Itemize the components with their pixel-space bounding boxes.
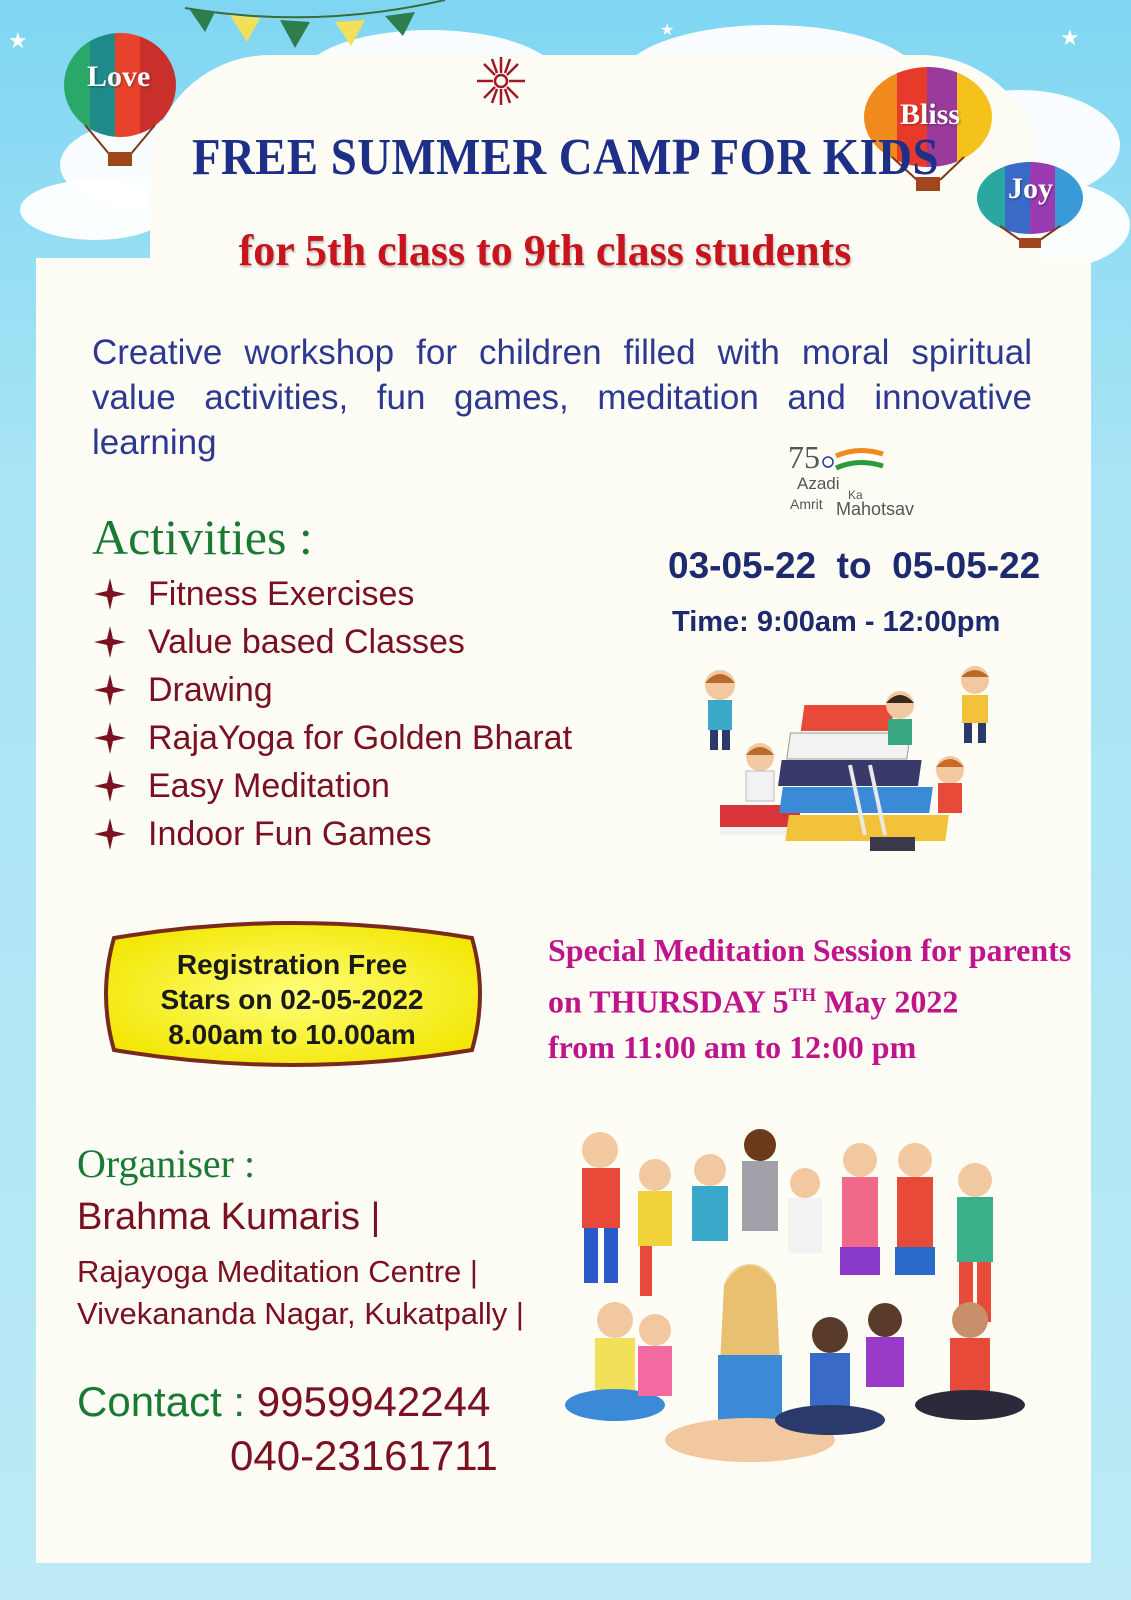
- organiser-centre: Rajayoga Meditation Centre |: [77, 1254, 478, 1289]
- bunting-flags: [185, 0, 445, 60]
- activities-heading: Activities :: [92, 509, 313, 565]
- organiser-heading: Organiser :: [77, 1141, 256, 1186]
- registration-line-3: 8.00am to 10.00am: [168, 1019, 416, 1050]
- star-bullet-icon: [92, 816, 128, 852]
- list-item: [92, 810, 572, 858]
- activity-label: Indoor Fun Games: [148, 814, 432, 853]
- description: Creative workshop for children filled with moral spiritual value activities, fun games, meditation and innovative learning: [92, 333, 1032, 462]
- logo-text-azadi: Azadi: [797, 474, 840, 493]
- star-bullet-icon: [92, 576, 128, 612]
- list-item: [92, 762, 572, 810]
- camp-time: Time: 9:00am - 12:00pm: [672, 606, 1001, 638]
- session-month: May 2022: [816, 983, 959, 1020]
- camp-dates: 03-05-22 to 05-05-22: [668, 545, 1041, 586]
- parents-session-line-1: Special Meditation Session for parents: [548, 932, 1072, 968]
- registration-line-1: Registration Free: [176, 949, 408, 980]
- balloon-label-joy: Joy: [1008, 172, 1053, 205]
- contact-line: [77, 1378, 490, 1426]
- list-item: [92, 570, 572, 618]
- svg-text:75: 75: [788, 439, 820, 475]
- logo-text-ka: Ka: [848, 488, 863, 502]
- page-title: FREE SUMMER CAMP FOR KIDS: [191, 129, 940, 186]
- balloon-label-love: Love: [87, 60, 151, 93]
- parents-session-line-3: from 11:00 am to 12:00 pm: [548, 1028, 917, 1065]
- balloon-label-bliss: Bliss: [900, 98, 961, 131]
- kids-reading-books-illustration: [700, 665, 1030, 865]
- emblem-icon: [475, 55, 527, 107]
- contact-label: Contact :: [77, 1378, 257, 1425]
- organiser-name: Brahma Kumaris |: [77, 1196, 381, 1238]
- session-day: on THURSDAY 5: [548, 983, 789, 1020]
- star-icon: ★: [1060, 25, 1080, 50]
- activity-label: Value based Classes: [148, 622, 465, 661]
- list-item: [92, 618, 572, 666]
- session-date-suffix: TH: [788, 985, 817, 1006]
- registration-text: [96, 947, 488, 1052]
- activities-list: [92, 570, 572, 858]
- star-icon: ★: [660, 22, 675, 39]
- logo-text-mahotsav: Mahotsav: [836, 499, 915, 519]
- list-item: [92, 666, 572, 714]
- parents-session-line-2: [548, 973, 1071, 1025]
- star-bullet-icon: [92, 720, 128, 756]
- kids-group-photo: [560, 1105, 1060, 1525]
- star-bullet-icon: [92, 624, 128, 660]
- parents-session-notice: [548, 928, 1071, 1070]
- star-icon: ★: [8, 28, 28, 53]
- star-bullet-icon: [92, 768, 128, 804]
- list-item: [92, 714, 572, 762]
- activity-label: Easy Meditation: [148, 766, 390, 805]
- registration-line-2: Stars on 02-05-2022: [160, 984, 424, 1015]
- contact-phone-1: 9959942244: [256, 1378, 491, 1425]
- organiser-address: Vivekananda Nagar, Kukatpally |: [77, 1296, 524, 1331]
- page-subtitle: for 5th class to 9th class students: [238, 226, 852, 275]
- logo-text-amrit: Amrit: [790, 496, 823, 512]
- activity-label: RajaYoga for Golden Bharat: [148, 718, 573, 757]
- star-bullet-icon: [92, 672, 128, 708]
- activity-label: Fitness Exercises: [148, 574, 415, 613]
- activity-label: Drawing: [148, 670, 273, 709]
- contact-phone-2: 040-23161711: [230, 1432, 498, 1479]
